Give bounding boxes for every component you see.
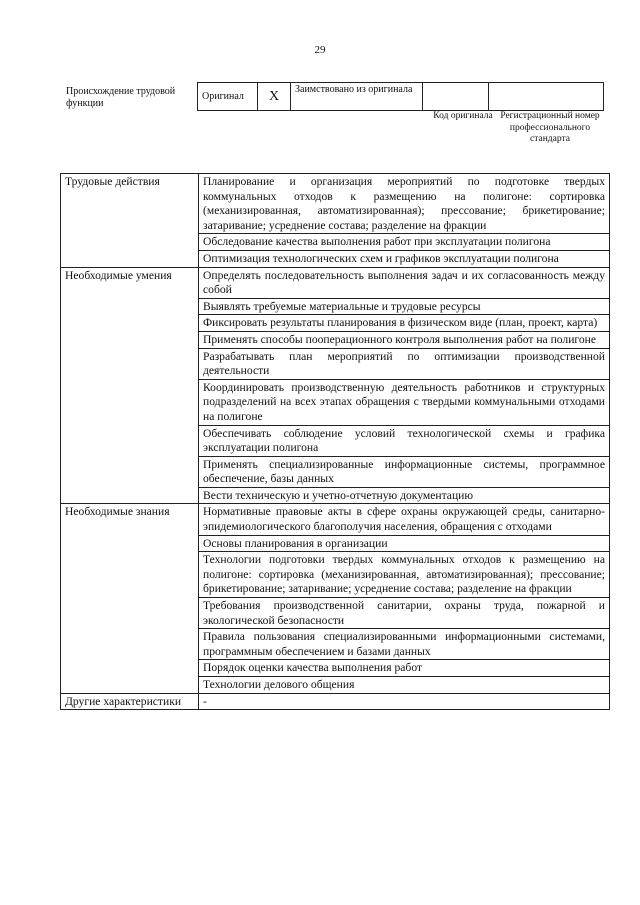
origin-table [197, 82, 604, 111]
original-label: Оригинал [198, 83, 258, 111]
original-mark: X [258, 83, 291, 111]
section-label: Необходимые умения [61, 267, 199, 504]
section-item: Требования производственной санитарии, охраны труда, пожарной и экологической безопасности [199, 598, 610, 629]
section-item: Координировать производственную деятельность работников и структурных подразделений на всех этапах обращения с твердыми коммунальными отходами на полигоне [199, 379, 610, 425]
section-item: - [199, 693, 610, 710]
labor-function-table [60, 173, 610, 710]
section-item: Правила пользования специализированными информационными системами, программным обеспечением и базами данных [199, 629, 610, 660]
table-row [61, 174, 610, 234]
registration-caption: Регистрационный номер профессионального стандарта [500, 111, 600, 144]
table-row [61, 267, 610, 298]
section-item: Основы планирования в организации [199, 535, 610, 552]
section-item: Технологии делового общения [199, 677, 610, 694]
section-item: Технологии подготовки твердых коммунальных отходов к размещению на полигоне: сортировка (механизированная, автоматизированная); прессование; брикетирование; затаривание; усреднение состава; разделение на фракции [199, 552, 610, 598]
section-item: Обследование качества выполнения работ при эксплуатации полигона [199, 234, 610, 251]
section-item: Определять последовательность выполнения задач и их согласованность между собой [199, 267, 610, 298]
section-item: Нормативные правовые акты в сфере охраны окружающей среды, санитарно-эпидемиологического благополучия населения, обращения с отходами [199, 504, 610, 535]
code-caption: Код оригинала [433, 111, 493, 121]
section-item: Планирование и организация мероприятий по подготовке твердых коммунальных отходов к размещению на полигоне: сортировка (механизированная, автоматизированная); прессование; брикетирование; затаривание; усреднение состава; разделение на фракции [199, 174, 610, 234]
origin-label: Происхождение трудовой функции [66, 86, 176, 109]
borrowed-label: Заимствовано из оригинала [291, 83, 423, 111]
section-item: Оптимизация технологических схем и графиков эксплуатации полигона [199, 250, 610, 267]
section-item: Применять специализированные информационные системы, программное обеспечение, базы данных [199, 456, 610, 487]
section-item: Применять способы пооперационного контроля выполнения работ на полигоне [199, 331, 610, 348]
page-number: 29 [314, 44, 326, 56]
section-item: Фиксировать результаты планирования в физическом виде (план, проект, карта) [199, 315, 610, 332]
table-row [61, 504, 610, 535]
section-label: Необходимые знания [61, 504, 199, 693]
section-item: Порядок оценки качества выполнения работ [199, 660, 610, 677]
section-item: Разрабатывать план мероприятий по оптимизации производственной деятельности [199, 348, 610, 379]
section-item: Вести техническую и учетно-отчетную документацию [199, 487, 610, 504]
section-item: Выявлять требуемые материальные и трудовые ресурсы [199, 298, 610, 315]
section-label: Трудовые действия [61, 174, 199, 268]
section-label: Другие характеристики [61, 693, 199, 710]
original-code-cell [423, 83, 489, 111]
registration-number-cell [489, 83, 604, 111]
section-item: Обеспечивать соблюдение условий технологической схемы и графика эксплуатации полигона [199, 425, 610, 456]
table-row [61, 693, 610, 710]
